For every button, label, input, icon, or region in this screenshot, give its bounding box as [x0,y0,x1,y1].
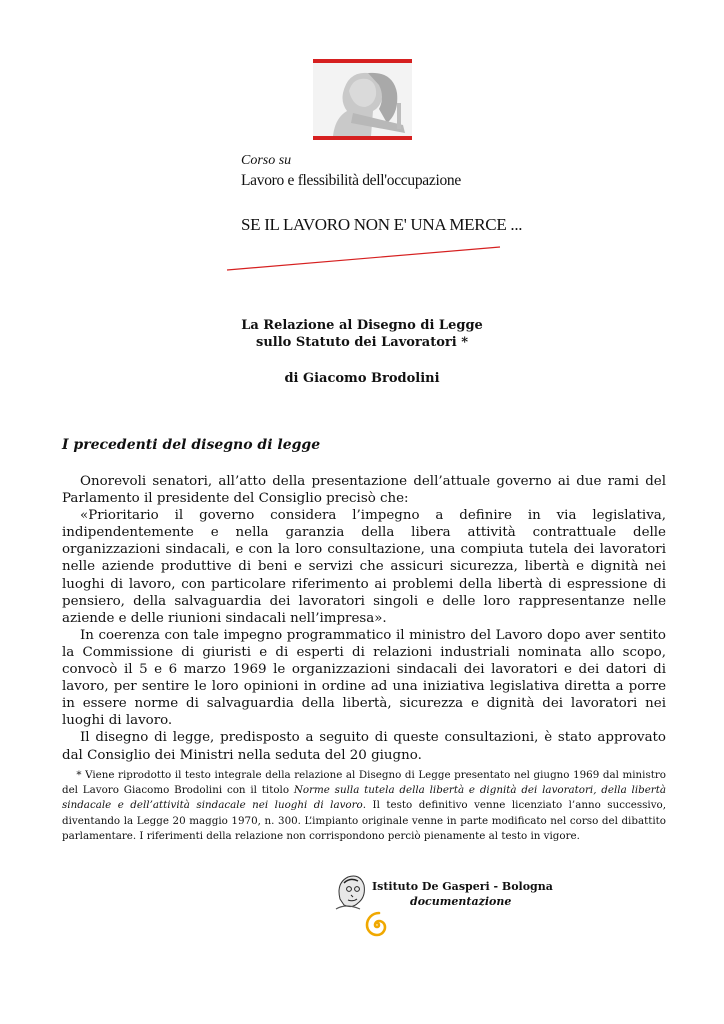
body-text [62,473,666,764]
relazione-title-line1: La Relazione al Disegno di Legge [241,318,483,333]
portrait-sketch-icon [330,869,370,913]
header-photo [313,63,412,136]
institute-name: Istituto De Gasperi - Bologna [372,880,553,893]
footnote-text-end: . Il testo definitivo venne licenziato l’anno successivo, diventando la Legge 20 maggio 1970, n. 300. L’impianto originale venne in parte modificato nel corso del dibattito parlamentare. I riferimenti della relazione non corrispondono perciò pienamente al testo in vigore. [62,799,666,842]
paragraph: Onorevoli senatori, all’atto della presentazione dell’attuale governo ai due rami del Parlamento il presidente del Consiglio precisò che: [62,474,666,507]
paragraph: In coerenza con tale impegno programmatico il ministro del Lavoro dopo aver sentito la Commissione di giuristi e di esperti di relazioni industriali nominata allo scopo, convocò il 5 e 6 marzo 1969 le organizzazioni sindacali dei lavoratori e dei datori di lavoro, per sentire le loro opinioni in ordine ad una iniziativa legislativa diretta a porre in essere norme di salvaguardia della libertà, sicurezza e dignità dei lavoratori nei luoghi di lavoro. [62,627,666,729]
course-prefix: Corso su [241,153,292,168]
header-bottom-bar [313,136,412,140]
footnote-law-title: Norme sulla tutela della libertà e dignità dei lavoratori, della libertà sindacale e dell’attività sindacale nei luoghi di lavoro [62,784,667,812]
course-title: Lavoro e flessibilità dell'occupazione [241,172,461,189]
documentazione-label: documentazione [410,895,512,908]
paragraph: Il disegno di legge, predisposto a seguito di queste consultazioni, è stato approvato dal Consiglio dei Ministri nella seduta del 20 giugno. [62,730,666,763]
spiral-logo-icon [361,909,393,941]
slogan: SE IL LAVORO NON E' UNA MERCE ... [241,215,523,234]
relazione-title-line2: sullo Statuto dei Lavoratori * [256,335,468,350]
relazione-author: di Giacomo Brodolini [284,371,440,386]
section-heading: I precedenti del disegno di legge [62,437,321,453]
footnote-text-start: * Viene riprodotto il testo integrale della relazione al Disegno di Legge presentato nel giugno 1969 dal ministro del Lavoro Giacomo Brodolini con il titolo [62,769,667,797]
paragraph: «Prioritario il governo considera l’impegno a definire in via legislativa, indipendentemente e nella garanzia della libera attività contrattuale delle organizzazioni sindacali, e con la loro consultazione, una compiuta tutela dei lavoratori nelle aziende produttive di beni e servizi che assicuri sicurezza, libertà e dignità nei luoghi di lavoro, con particolare riferimento ai problemi della libertà di espressione di pensiero, della salvaguardia dei lavoratori singoli e delle loro rappresentanze nelle aziende e delle riunioni sindacali nell’impresa». [62,508,666,626]
red-divider-line [225,240,505,280]
footnote [62,768,666,844]
